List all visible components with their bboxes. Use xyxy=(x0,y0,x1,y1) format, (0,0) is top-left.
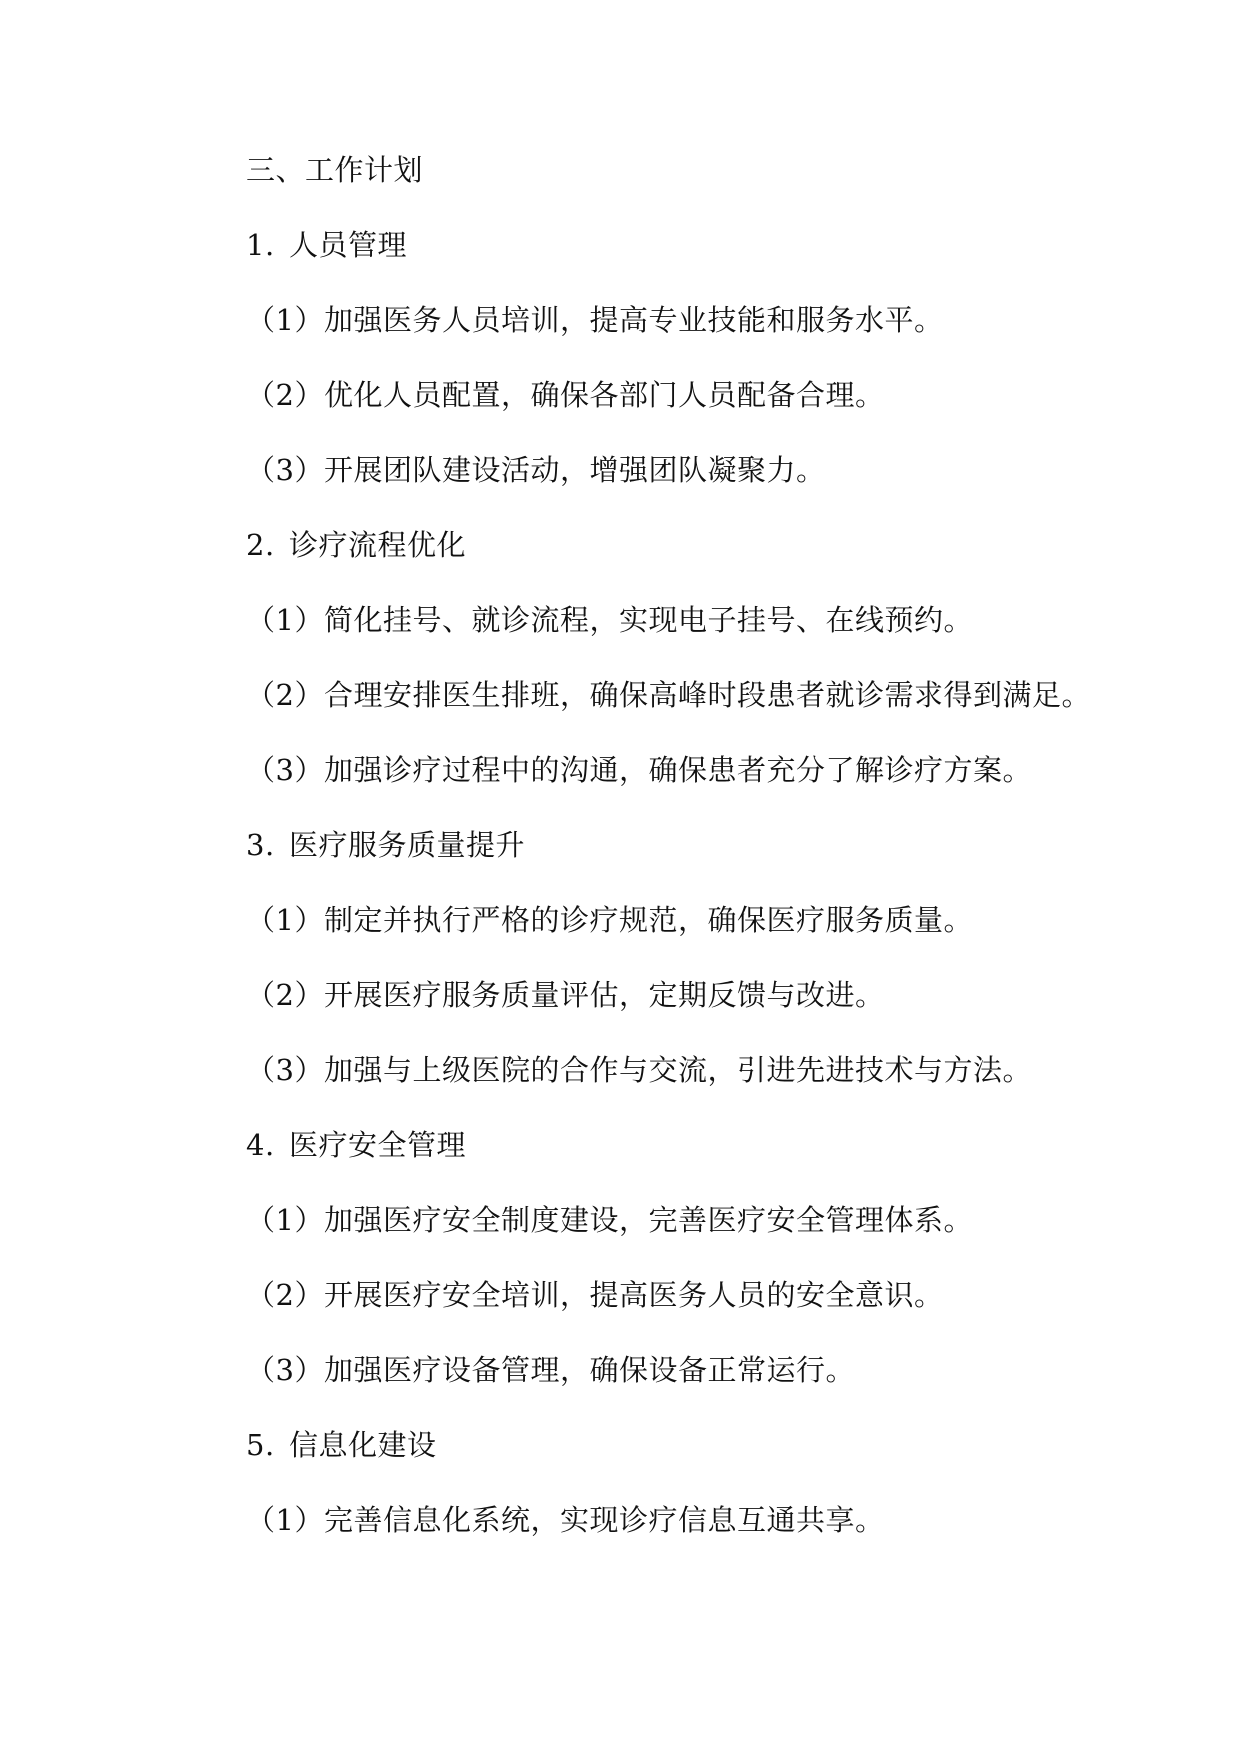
list-item: （2）开展医疗安全培训，提高医务人员的安全意识。 xyxy=(246,1278,944,1312)
section-title: 三、工作计划 xyxy=(246,153,424,187)
group-title: 医疗服务质量提升 xyxy=(289,828,526,862)
list-item: （2）优化人员配置，确保各部门人员配备合理。 xyxy=(246,378,885,412)
list-item: （1）加强医疗安全制度建设，完善医疗安全管理体系。 xyxy=(246,1203,973,1237)
list-item: （2）开展医疗服务质量评估，定期反馈与改进。 xyxy=(246,978,885,1012)
list-item: （3）加强与上级医院的合作与交流，引进先进技术与方法。 xyxy=(246,1053,1032,1087)
group-number: 2. xyxy=(246,528,275,562)
group-number: 1. xyxy=(246,228,275,262)
group-heading-1 xyxy=(246,227,407,263)
list-item: （2）合理安排医生排班，确保高峰时段患者就诊需求得到满足。 xyxy=(246,678,1091,712)
list-item: （1）完善信息化系统，实现诊疗信息互通共享。 xyxy=(246,1503,885,1537)
group-number: 5. xyxy=(246,1428,275,1462)
group-heading-2 xyxy=(246,527,466,563)
group-number: 4. xyxy=(246,1128,275,1162)
list-item: （1）制定并执行严格的诊疗规范，确保医疗服务质量。 xyxy=(246,903,973,937)
list-item: （1）简化挂号、就诊流程，实现电子挂号、在线预约。 xyxy=(246,603,973,637)
list-item: （1）加强医务人员培训，提高专业技能和服务水平。 xyxy=(246,303,944,337)
list-item: （3）加强诊疗过程中的沟通，确保患者充分了解诊疗方案。 xyxy=(246,753,1032,787)
list-item: （3）开展团队建设活动，增强团队凝聚力。 xyxy=(246,453,826,487)
group-title: 诊疗流程优化 xyxy=(289,528,467,562)
group-title: 人员管理 xyxy=(289,228,408,262)
group-heading-3 xyxy=(246,827,525,863)
list-item: （3）加强医疗设备管理，确保设备正常运行。 xyxy=(246,1353,855,1387)
group-title: 医疗安全管理 xyxy=(289,1128,467,1162)
group-heading-4 xyxy=(246,1127,466,1163)
group-number: 3. xyxy=(246,828,275,862)
group-heading-5 xyxy=(246,1427,437,1463)
group-title: 信息化建设 xyxy=(289,1428,437,1462)
